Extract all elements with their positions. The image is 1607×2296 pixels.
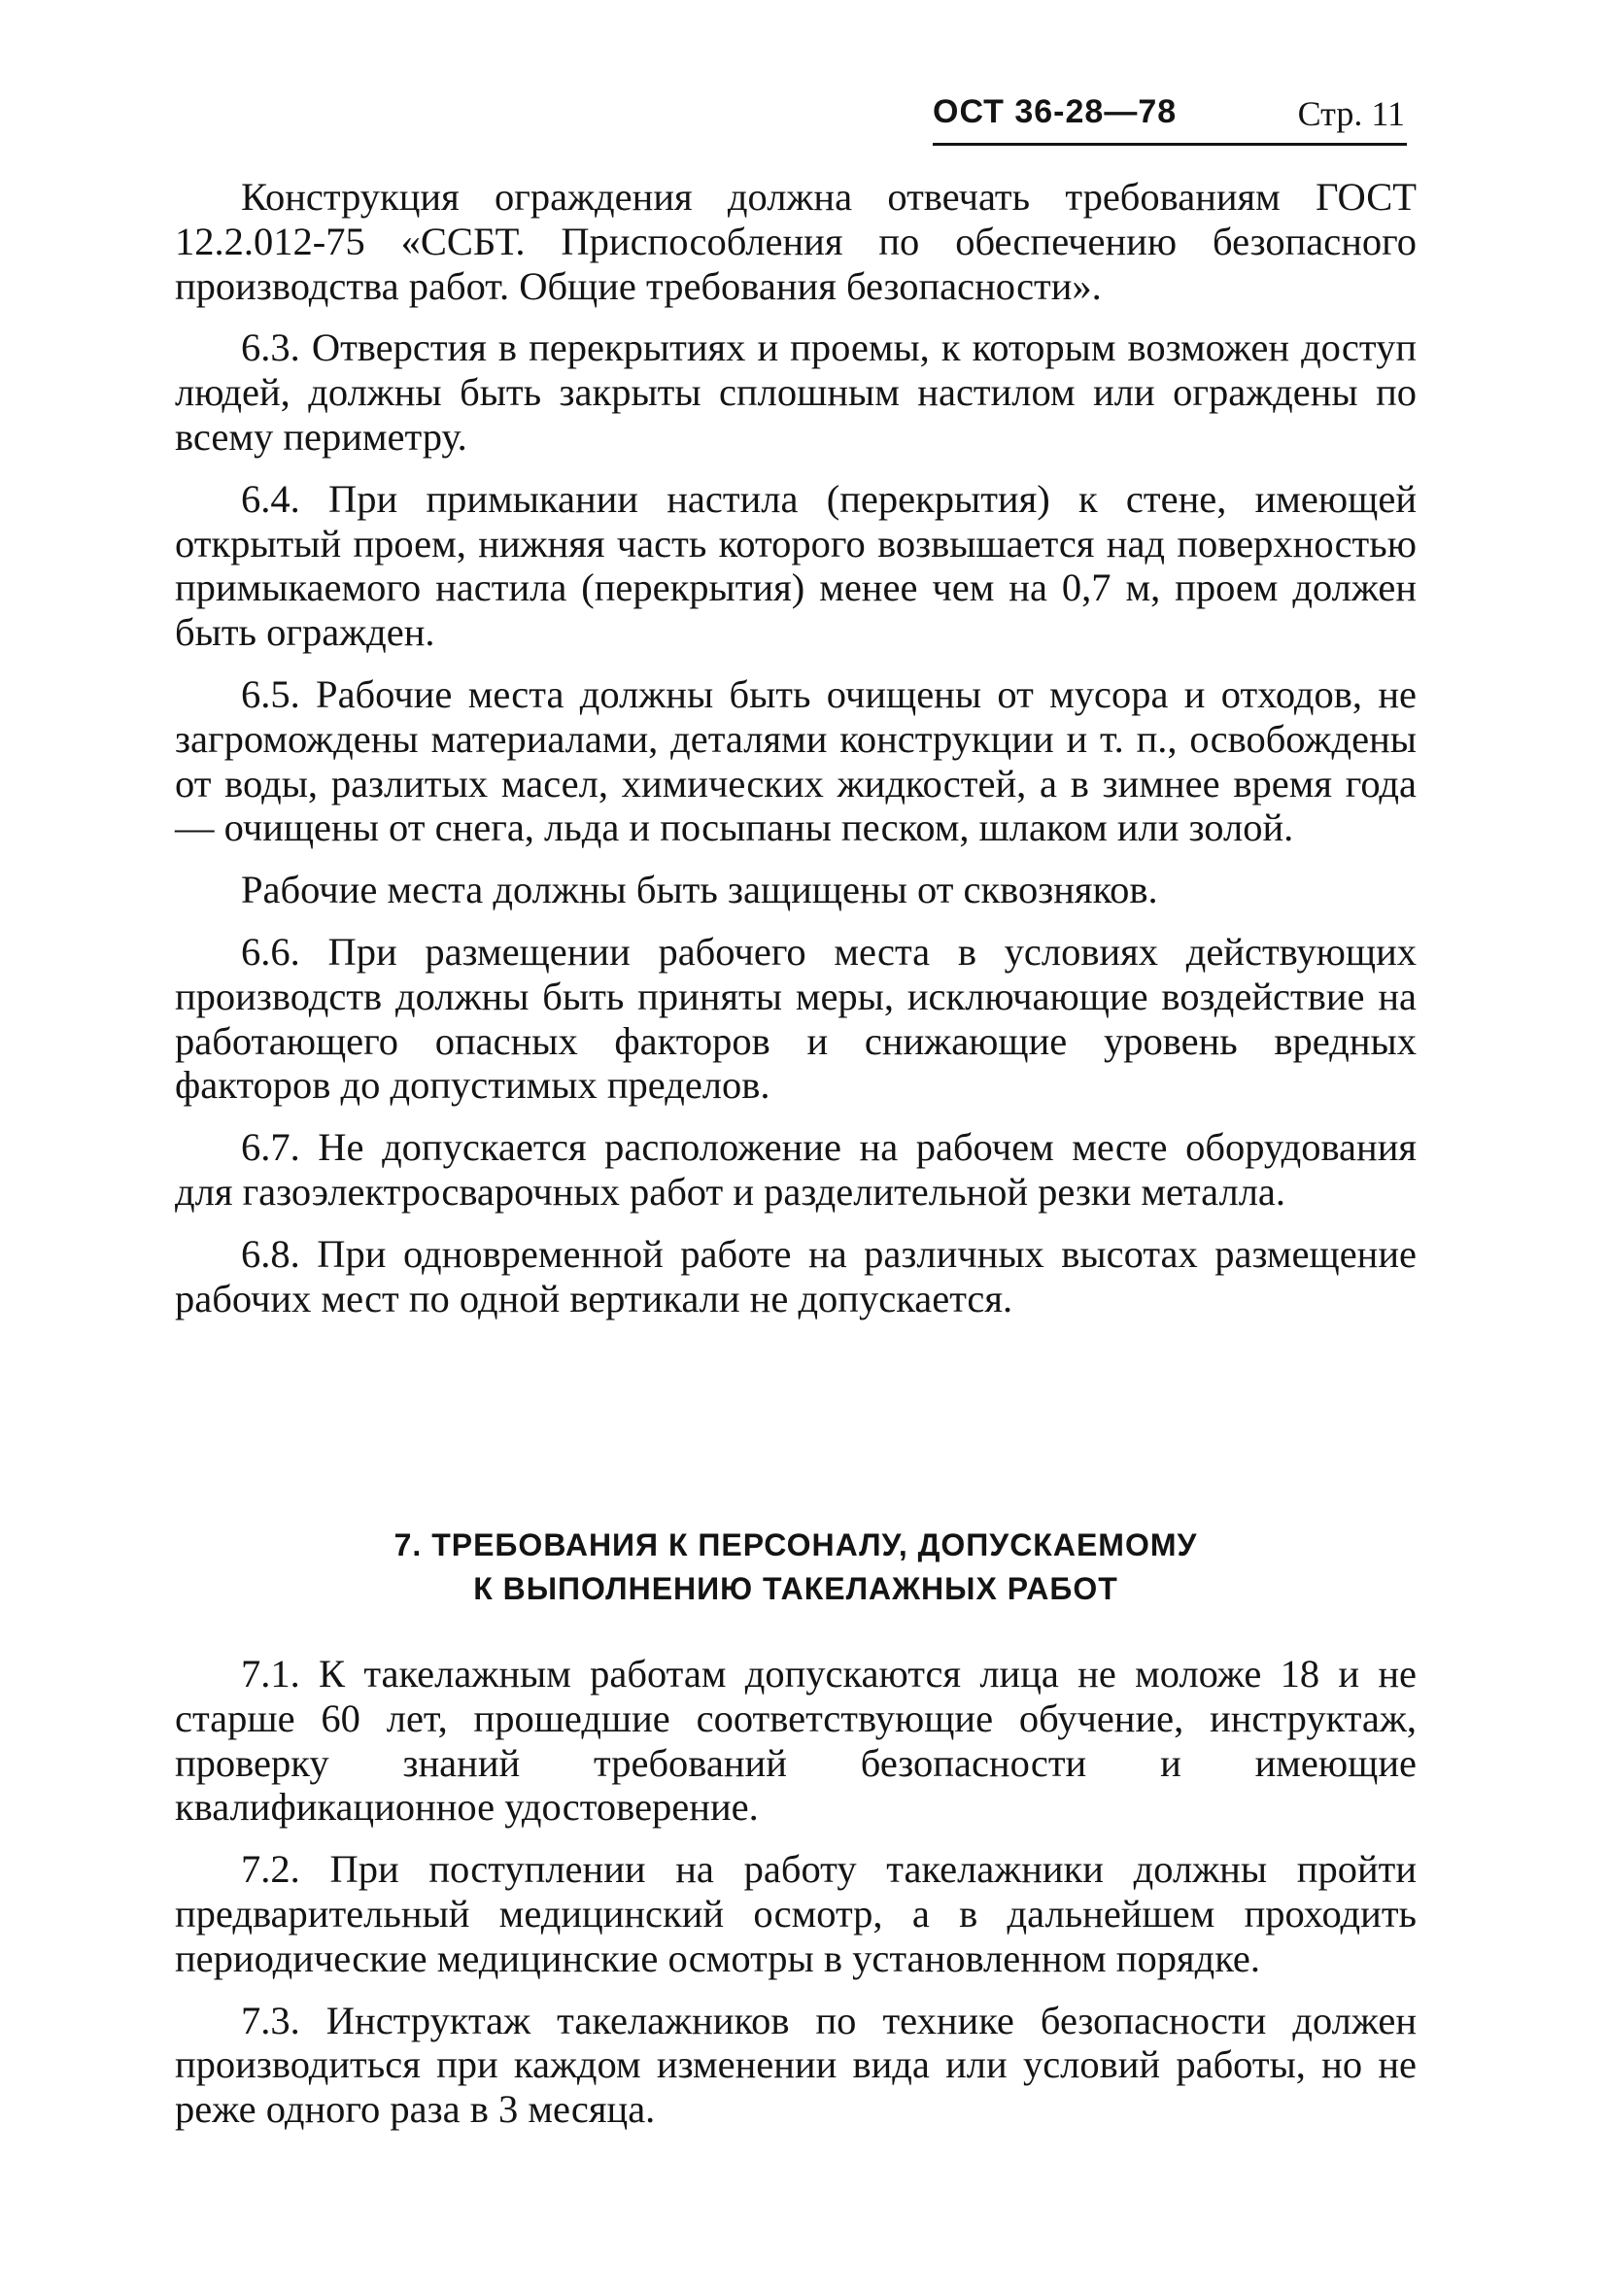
paragraph-6-5: 6.5. Рабочие места должны быть очищены от мусора и отходов, не загромождены материалами, деталями конструкции и т. п., освобождены от воды, разлитых масел, химических жидкостей, а в зимнее время года — очищены от снега, льда и посыпаны песком, шлаком или золой.	[175, 671, 1417, 850]
header-rule	[933, 143, 1407, 146]
paragraph-7-1: 7.1. К такелажным работам допускаются лица не моложе 18 и не старше 60 лет, прошедшие соответствующие обучение, инструктаж, проверку знаний требований безопасности и имеющие квалификационное удостоверение.	[175, 1652, 1417, 1830]
paragraph-7-2: 7.2. При поступлении на работу такелажники должны пройти предварительный медицинский осмотр, а в дальнейшем проходить периодические медицинские осмотры в установленном порядке.	[175, 1847, 1417, 1980]
paragraph-6-3: 6.3. Отверстия в перекрытиях и проемы, к которым возможен доступ людей, должны быть закрыты сплошным настилом или ограждены по всему периметру.	[175, 326, 1417, 459]
paragraph-6-4: 6.4. При примыкании настила (перекрытия) к стене, имеющей открытый проем, нижняя часть которого возвышается над поверхностью примыкаемого настила (перекрытия) менее чем на 0,7 м, проем должен быть огражден.	[175, 476, 1417, 655]
page-header	[933, 93, 1407, 142]
page-number: Стр. 11	[1297, 94, 1405, 133]
paragraph-6-7: 6.7. Не допускается расположение на рабочем месте оборудования для газоэлектросварочных работ и разделительной резки металла.	[175, 1125, 1417, 1214]
section-7-body	[175, 1652, 1417, 2149]
paragraph-6-2-continued: Конструкция ограждения должна отвечать требованиям ГОСТ 12.2.012-75 «ССБТ. Приспособления по обеспечению безопасного производства работ. Общие требования безопасности».	[175, 175, 1417, 308]
section-7-heading	[175, 1524, 1417, 1611]
paragraph-6-5-drafts: Рабочие места должны быть защищены от сквозняков.	[241, 868, 1158, 912]
paragraph-6-6: 6.6. При размещении рабочего места в условиях действующих производств должны быть приняты меры, исключающие воздействие на работающего опасных факторов и снижающие уровень вредных факторов до допустимых пределов.	[175, 929, 1417, 1108]
paragraph-7-3: 7.3. Инструктаж такелажников по технике безопасности должен производиться при каждом изменении вида или условий работы, но не реже одного раза в 3 месяца.	[175, 1998, 1417, 2132]
section-6-body	[175, 175, 1417, 1338]
standard-code: ОСТ 36-28—78	[933, 93, 1178, 130]
section-7-heading-line-2: К ВЫПОЛНЕНИЮ ТАКЕЛАЖНЫХ РАБОТ	[473, 1571, 1118, 1606]
paragraph-6-8: 6.8. При одновременной работе на различных высотах размещение рабочих мест по одной вертикали не допускается.	[175, 1231, 1417, 1320]
section-7-heading-line-1: 7. ТРЕБОВАНИЯ К ПЕРСОНАЛУ, ДОПУСКАЕМОМУ	[393, 1527, 1198, 1562]
